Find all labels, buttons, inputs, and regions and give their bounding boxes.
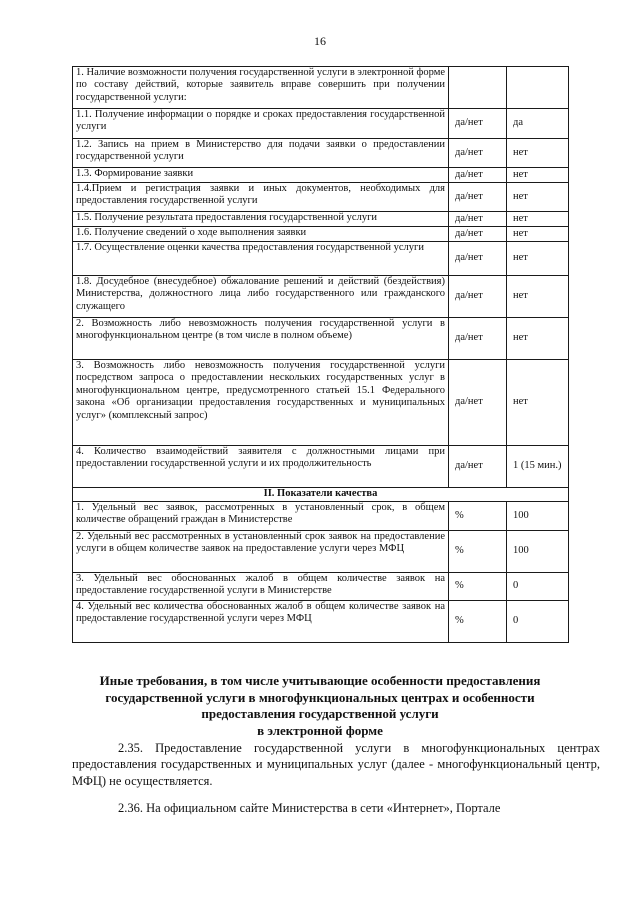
table-row	[73, 242, 569, 276]
indicator-unit: да/нет	[449, 242, 507, 276]
indicator-unit: да/нет	[449, 227, 507, 242]
indicators-table	[72, 66, 569, 643]
indicator-unit: да/нет	[449, 212, 507, 227]
indicator-value: 0	[507, 573, 569, 601]
table-row	[73, 276, 569, 318]
indicator-value: 100	[507, 502, 569, 531]
indicator-value	[507, 67, 569, 109]
indicator-value: нет	[507, 318, 569, 360]
indicator-text: 1.7. Осуществление оценки качества предоставления государственной услуги	[73, 242, 449, 276]
heading-line: государственной услуги в многофункциональных центрах и особенности	[105, 689, 535, 705]
indicator-value: нет	[507, 183, 569, 212]
table-row	[73, 360, 569, 446]
indicator-value: нет	[507, 276, 569, 318]
indicator-unit: %	[449, 502, 507, 531]
indicator-text: 4. Удельный вес количества обоснованных жалоб в общем количестве заявок на предоставление государственной услуги через МФЦ	[73, 601, 449, 643]
indicator-value: нет	[507, 227, 569, 242]
heading-line: Иные требования, в том числе учитывающие особенности предоставления	[99, 673, 541, 688]
table-row	[73, 318, 569, 360]
indicator-unit: %	[449, 573, 507, 601]
indicator-value: нет	[507, 212, 569, 227]
indicator-text: 1.2. Запись на прием в Министерство для подачи заявки о предоставлении государственной услуги	[73, 139, 449, 168]
indicator-unit: да/нет	[449, 446, 507, 488]
indicator-unit: да/нет	[449, 139, 507, 168]
indicator-value: 0	[507, 601, 569, 643]
indicator-unit: %	[449, 531, 507, 573]
indicator-unit: да/нет	[449, 318, 507, 360]
indicator-text: 1.1. Получение информации о порядке и сроках предоставления государственной услуги	[73, 109, 449, 139]
indicator-value: нет	[507, 360, 569, 446]
table-row	[73, 183, 569, 212]
table-row	[73, 446, 569, 488]
table-row	[73, 531, 569, 573]
indicator-text: 4. Количество взаимодействий заявителя с должностными лицами при предоставлении государственной услуги и их продолжительность	[73, 446, 449, 488]
table-row	[73, 573, 569, 601]
indicator-text: 1. Наличие возможности получения государственной услуги в электронной форме по составу действий, которые заявитель вправе совершить при получении государственной услуги:	[73, 67, 449, 109]
section-row	[73, 488, 569, 502]
indicator-text: 1.8. Досудебное (внесудебное) обжалование решений и действий (бездействия) Министерства, должностного лица либо государственного или гражданского служащего	[73, 276, 449, 318]
indicator-value: нет	[507, 168, 569, 183]
indicator-unit: да/нет	[449, 109, 507, 139]
indicator-text: 1.5. Получение результата предоставления государственной услуги	[73, 212, 449, 227]
section-title: II. Показатели качества	[73, 488, 569, 502]
indicator-text: 3. Возможность либо невозможность получения государственной услуги посредством запроса о предоставлении нескольких государственных услуг в многофункциональном центре, предусмотренного статьей 15.1 Федерального закона «Об организации предоставления государственных и муниципальных услуг» (комплексный запрос)	[73, 360, 449, 446]
paragraph-2-35: 2.35. Предоставление государственной услуги в многофункциональных центрах предоставления государственных и муниципальных услуг (далее - многофункциональный центр, МФЦ) не осуществляется.	[72, 741, 600, 788]
paragraph-2-36: 2.36. На официальном сайте Министерства в сети «Интернет», Портале	[118, 801, 501, 815]
indicator-unit: да/нет	[449, 360, 507, 446]
indicator-value: нет	[507, 242, 569, 276]
indicator-unit: %	[449, 601, 507, 643]
indicator-text: 1. Удельный вес заявок, рассмотренных в установленный срок, в общем количестве обращений граждан в Министерстве	[73, 502, 449, 531]
table-row	[73, 139, 569, 168]
indicator-value: да	[507, 109, 569, 139]
indicator-text: 2. Удельный вес рассмотренных в установленный срок заявок на предоставление услуги в общем количестве заявок на предоставление услуги через МФЦ	[73, 531, 449, 573]
table-row	[73, 502, 569, 531]
indicator-text: 1.6. Получение сведений о ходе выполнения заявки	[73, 227, 449, 242]
table-row	[73, 67, 569, 109]
indicator-unit	[449, 67, 507, 109]
table-row	[73, 168, 569, 183]
page-number: 16	[314, 34, 326, 48]
section-heading	[40, 673, 600, 740]
indicator-text: 3. Удельный вес обоснованных жалоб в общем количестве заявок на предоставление государственной услуги в Министерстве	[73, 573, 449, 601]
indicator-unit: да/нет	[449, 183, 507, 212]
table-row	[73, 212, 569, 227]
indicator-value: 100	[507, 531, 569, 573]
indicator-value: 1 (15 мин.)	[507, 446, 569, 488]
table-row	[73, 601, 569, 643]
indicator-unit: да/нет	[449, 168, 507, 183]
table-row	[73, 109, 569, 139]
table-row	[73, 227, 569, 242]
indicator-text: 1.3. Формирование заявки	[73, 168, 449, 183]
indicator-text: 1.4.Прием и регистрация заявки и иных документов, необходимых для предоставления государственной услуги	[73, 183, 449, 212]
heading-line: предоставления государственной услуги	[201, 706, 439, 722]
indicator-text: 2. Возможность либо невозможность получения государственной услуги в многофункциональном центре (в том числе в полном объеме)	[73, 318, 449, 360]
heading-line: в электронной форме	[257, 722, 383, 738]
indicator-value: нет	[507, 139, 569, 168]
indicator-unit: да/нет	[449, 276, 507, 318]
